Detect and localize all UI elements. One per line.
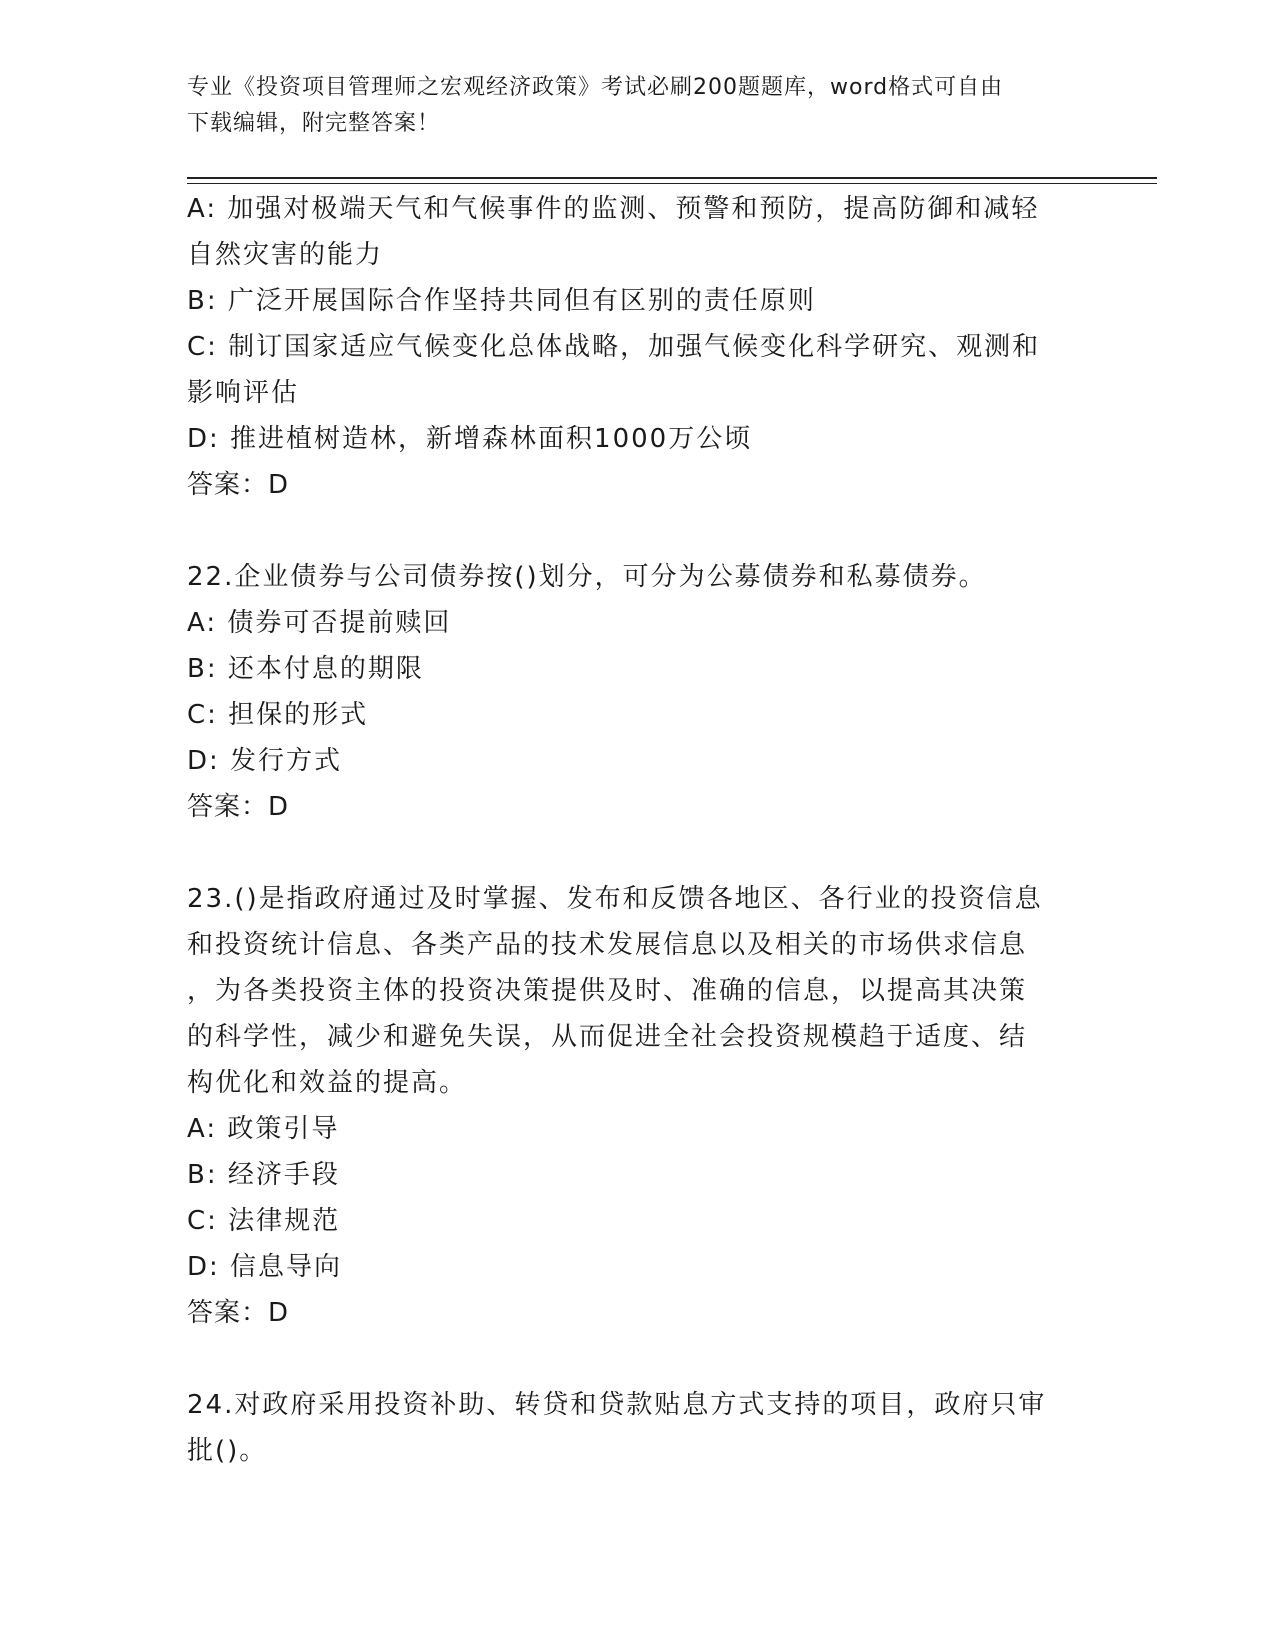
q23-stem-line-4: 的科学性，减少和避免失误，从而促进全社会投资规模趋于适度、结	[187, 1022, 1028, 1052]
q22-option-b: B: 还本付息的期限	[187, 654, 424, 684]
q22-option-d: D: 发行方式	[187, 746, 343, 776]
q23-answer: 答案：D	[187, 1298, 290, 1328]
q21-option-d: D: 推进植树造林，新增森林面积1000万公顷	[187, 424, 753, 454]
question-spacer	[187, 508, 1087, 554]
q23-option-b: B: 经济手段	[187, 1160, 340, 1190]
q23-stem-line-1: 23.()是指政府通过及时掌握、发布和反馈各地区、各行业的投资信息	[187, 884, 1043, 914]
q23-stem-line-3: ，为各类投资主体的投资决策提供及时、准确的信息，以提高其决策	[187, 976, 1028, 1006]
question-list	[187, 186, 1087, 1474]
q23-option-c: C: 法律规范	[187, 1206, 341, 1236]
q21-option-b: B: 广泛开展国际合作坚持共同但有区别的责任原则	[187, 286, 816, 316]
question-23-block	[187, 876, 1087, 1336]
q21-option-a-line-1: A: 加强对极端天气和气候事件的监测、预警和预防，提高防御和减轻	[187, 194, 1040, 224]
q23-option-d: D: 信息导向	[187, 1252, 343, 1282]
q23-stem-line-2: 和投资统计信息、各类产品的技术发展信息以及相关的市场供求信息	[187, 930, 1028, 960]
question-spacer	[187, 1336, 1087, 1382]
q24-stem-line-1: 24.对政府采用投资补助、转贷和贷款贴息方式支持的项目，政府只审	[187, 1390, 1047, 1420]
question-spacer	[187, 830, 1087, 876]
header-line-1: 专业《投资项目管理师之宏观经济政策》考试必刷200题题库，word格式可自由	[187, 75, 1004, 100]
q23-option-a: A: 政策引导	[187, 1114, 340, 1144]
q21-option-c-line-2: 影响评估	[187, 378, 300, 408]
q23-stem-line-5: 构优化和效益的提高。	[187, 1068, 468, 1098]
header-line-2: 下载编辑，附完整答案！	[187, 111, 441, 136]
q21-option-a-line-2: 自然灾害的能力	[187, 240, 384, 270]
question-24-block	[187, 1382, 1087, 1474]
q22-option-c: C: 担保的形式	[187, 700, 369, 730]
document-header	[187, 70, 1067, 142]
q22-stem: 22.企业债券与公司债券按()划分，可分为公募债券和私募债券。	[187, 562, 987, 592]
q22-answer: 答案：D	[187, 792, 290, 822]
header-divider-thick	[187, 177, 1157, 179]
q21-answer: 答案：D	[187, 470, 290, 500]
question-22-block	[187, 554, 1087, 830]
q24-stem-line-2: 批()。	[187, 1436, 268, 1466]
question-21-block	[187, 186, 1087, 508]
header-divider-thin	[187, 183, 1157, 184]
q22-option-a: A: 债券可否提前赎回	[187, 608, 452, 638]
q21-option-c-line-1: C: 制订国家适应气候变化总体战略，加强气候变化科学研究、观测和	[187, 332, 1041, 362]
